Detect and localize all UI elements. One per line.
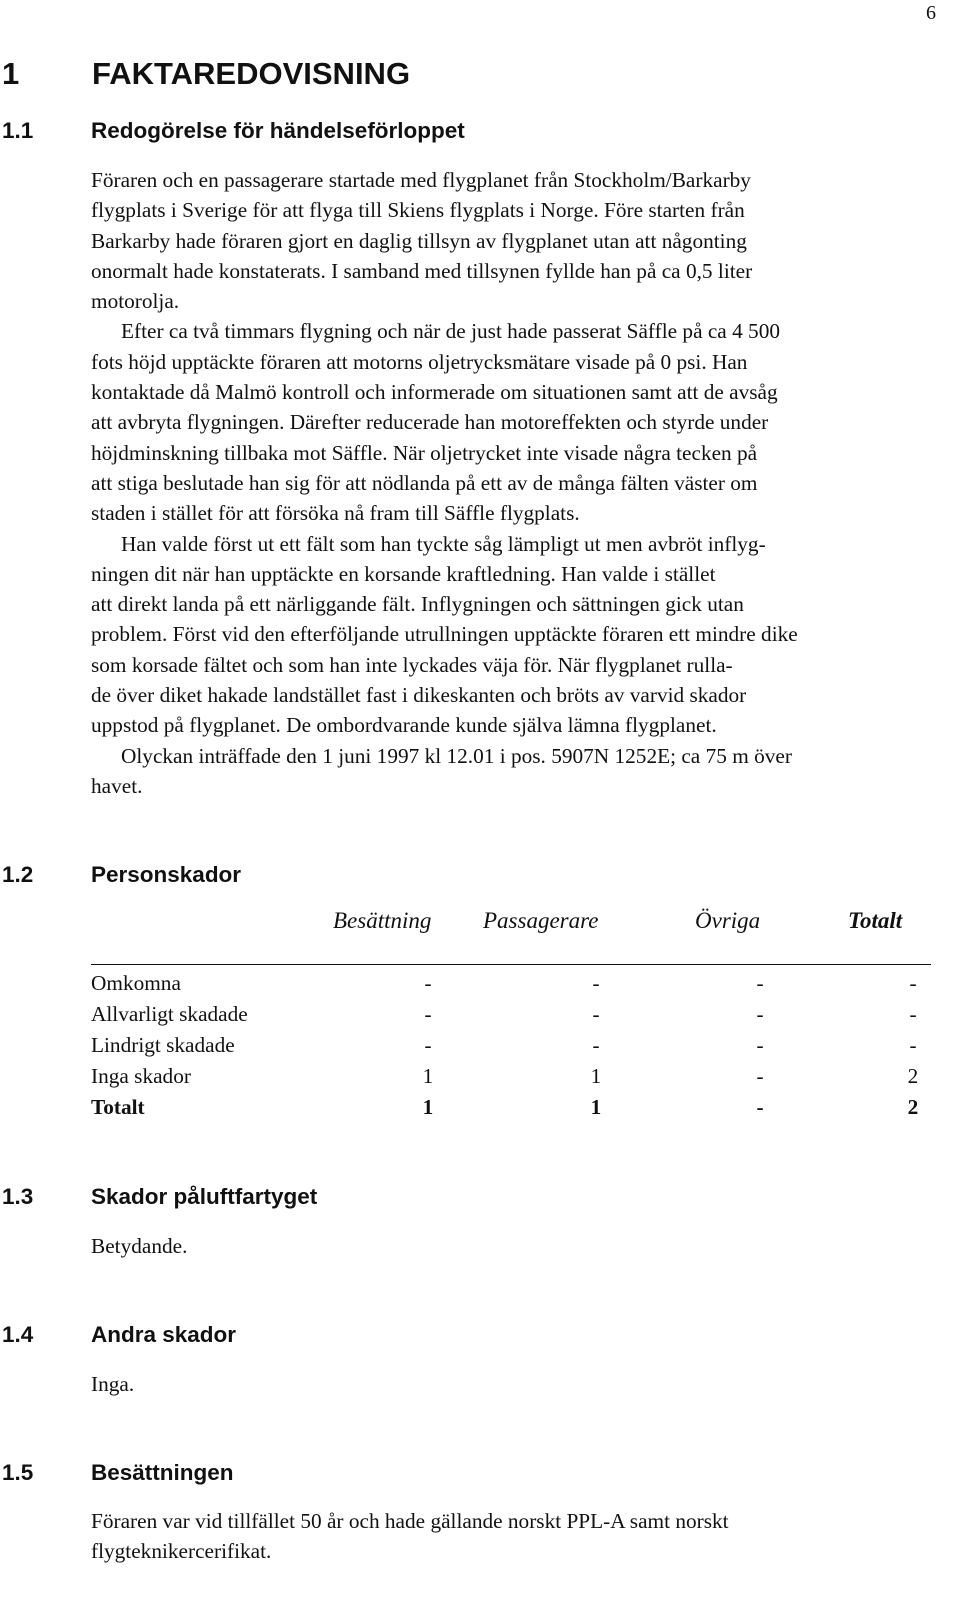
- table-row-total: [91, 1095, 931, 1126]
- section-1-1-text: [91, 165, 941, 801]
- table-row: [91, 971, 931, 1002]
- cell: -: [909, 971, 917, 995]
- cell: 1: [422, 1064, 434, 1088]
- text-line: kontaktade då Malmö kontroll och informerade om situationen samt att de avsåg: [91, 380, 778, 405]
- cell: 1: [590, 1064, 602, 1088]
- text-line: Han valde först ut ett fält som han tyckte såg lämpligt ut men avbröt inflyg-: [121, 531, 766, 556]
- text-line: flygplats i Sverige för att flyga till Skiens flygplats i Norge. Före starten från: [91, 198, 745, 223]
- cell: -: [756, 1095, 764, 1119]
- heading-title: Personskador: [91, 862, 242, 887]
- table-rule: [91, 964, 931, 965]
- heading-title: Andra skador: [91, 1322, 237, 1347]
- cell: -: [424, 1002, 432, 1026]
- text-line: staden i stället för att försöka nå fram till Säffle flygplats.: [91, 501, 580, 526]
- text-line: som korsade fältet och som han inte lyckades väja för. När flygplanet rulla-: [91, 652, 733, 677]
- heading-title: Skador påluftfartyget: [91, 1184, 318, 1209]
- cell: -: [756, 971, 764, 995]
- header-total: Totalt: [848, 908, 903, 933]
- text-line: Föraren och en passagerare startade med flygplanet från Stockholm/Barkarby: [91, 168, 751, 192]
- text-line: uppstod på flygplanet. De ombordvarande kunde själva lämna flygplanet.: [91, 713, 717, 738]
- table-row: [91, 1002, 931, 1033]
- heading-title: Besättningen: [91, 1460, 234, 1485]
- text-line: att stiga beslutade han sig för att nödlanda på ett av de många fälten väster om: [91, 470, 758, 495]
- heading-1-3: [2, 1184, 317, 1210]
- text-line: Inga.: [91, 1372, 135, 1396]
- cell: -: [756, 1033, 764, 1057]
- header-crew: Besättning: [333, 908, 432, 933]
- text-line: de över diket hakade landstället fast i dikeskanten och bröts av varvid skador: [91, 683, 747, 708]
- row-label: Omkomna: [91, 971, 181, 995]
- cell: 2: [907, 1064, 919, 1088]
- heading-number: 1.2: [2, 862, 34, 887]
- cell: -: [592, 971, 600, 995]
- text-line: Betydande.: [91, 1234, 188, 1258]
- text-line: ningen dit när han upptäckte en korsande kraftledning. Han valde i stället: [91, 561, 716, 586]
- cell: -: [756, 1064, 764, 1088]
- paragraph-3: [91, 529, 941, 741]
- text-line: att avbryta flygningen. Därefter reducerade han motoreffekten och styrde under: [91, 410, 769, 435]
- section-1-3-text: [91, 1231, 941, 1261]
- heading-number: 1.4: [2, 1322, 34, 1347]
- cell: -: [909, 1033, 917, 1057]
- text-line: höjdminskning tillbaka mot Säffle. När oljetrycket inte visade några tecken på: [91, 440, 758, 465]
- header-others: Övriga: [695, 908, 761, 933]
- table-header: [91, 908, 931, 938]
- section-heading: [2, 56, 410, 92]
- text-line: problem. Först vid den efterföljande utrullningen upptäckte föraren ett mindre dike: [91, 622, 798, 647]
- text-line: flygteknikercerifikat.: [91, 1539, 272, 1564]
- row-label: Totalt: [91, 1095, 145, 1119]
- cell: -: [424, 971, 432, 995]
- table-row: [91, 1064, 931, 1095]
- text-line: fots höjd upptäckte föraren att motorns oljetrycksmätare visade på 0 psi. Han: [91, 349, 748, 374]
- paragraph-4: [91, 741, 941, 802]
- text-line: Föraren var vid tillfället 50 år och hade gällande norskt PPL-A samt norskt: [91, 1509, 729, 1533]
- row-label: Lindrigt skadade: [91, 1033, 235, 1057]
- row-label: Allvarligt skadade: [91, 1002, 248, 1026]
- heading-number: 1.1: [2, 118, 34, 143]
- heading-number: 1.5: [2, 1460, 34, 1485]
- text-line: onormalt hade konstaterats. I samband med tillsynen fyllde han på ca 0,5 liter: [91, 258, 753, 283]
- text-line: Efter ca två timmars flygning och när de just hade passerat Säffle på ca 4 500: [121, 319, 780, 344]
- paragraph-2: [91, 316, 941, 528]
- heading-1-1: [2, 118, 465, 144]
- paragraph-1: [91, 165, 941, 316]
- heading-1-4: [2, 1322, 236, 1348]
- text-line: havet.: [91, 773, 143, 798]
- section-1-5-text: [91, 1506, 941, 1567]
- section-title: FAKTAREDOVISNING: [92, 56, 411, 91]
- heading-1-2: [2, 862, 241, 888]
- text-line: Barkarby hade föraren gjort en daglig tillsyn av flygplanet utan att någonting: [91, 228, 747, 253]
- page-number: 6: [926, 2, 936, 24]
- text-line: att direkt landa på ett närliggande fält. Inflygningen och sättningen gick utan: [91, 592, 744, 617]
- text-line: motorolja.: [91, 289, 180, 314]
- cell: -: [424, 1033, 432, 1057]
- header-passengers: Passagerare: [483, 908, 599, 933]
- cell: 2: [907, 1095, 919, 1119]
- cell: 1: [422, 1095, 434, 1119]
- heading-1-5: [2, 1460, 234, 1486]
- cell: -: [592, 1002, 600, 1026]
- section-number: 1: [2, 56, 20, 91]
- text-line: Olyckan inträffade den 1 juni 1997 kl 12.01 i pos. 5907N 1252E; ca 75 m över: [121, 743, 792, 768]
- heading-number: 1.3: [2, 1184, 34, 1209]
- table-row: [91, 1033, 931, 1064]
- section-1-4-text: [91, 1369, 941, 1399]
- cell: -: [909, 1002, 917, 1026]
- cell: -: [592, 1033, 600, 1057]
- cell: -: [756, 1002, 764, 1026]
- heading-title: Redogörelse för händelseförloppet: [91, 118, 465, 143]
- cell: 1: [590, 1095, 602, 1119]
- row-label: Inga skador: [91, 1064, 191, 1088]
